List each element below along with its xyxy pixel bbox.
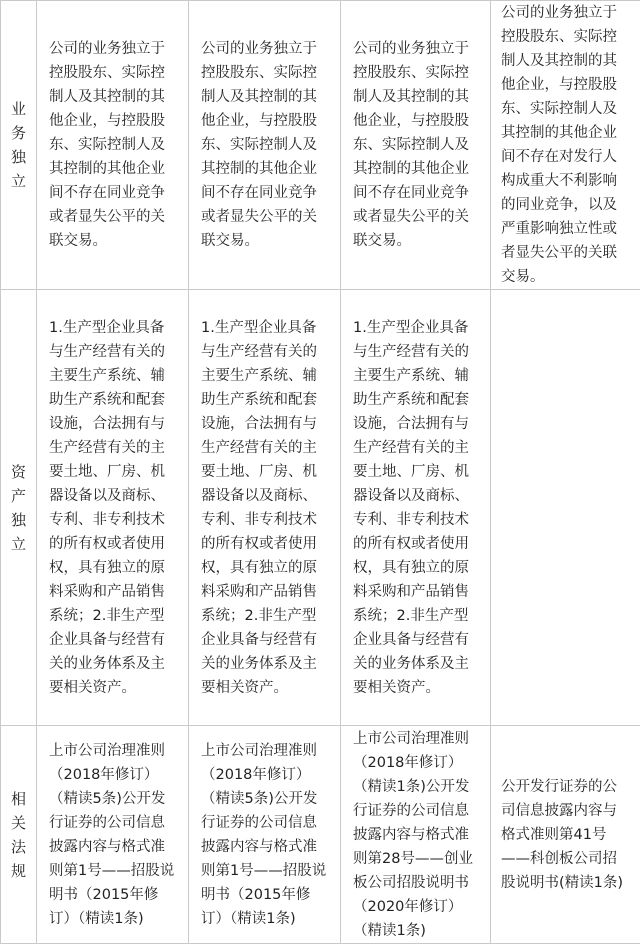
table-cell: 上市公司治理准则（2018年修订）（精读1条)公开发行证券的公司信息披露内容与格式准则第28号——创业板公司招股说明书（2020年修订）（精读1条) [341, 726, 491, 944]
table-cell: 公开发行证券的公司信息披露内容与格式准则第41号——科创板公司招股说明书(精读1条) [491, 726, 640, 944]
table-cell: 公司的业务独立于控股股东、实际控制人及其控制的其他企业，与控股股东、实际控制人及其控制的其他企业间不存在对发行人构成重大不利影响的同业竞争，以及严重影响独立性或者显失公平的关联交易。 [491, 1, 640, 290]
table-cell [491, 290, 640, 726]
table-row-business-independence [1, 1, 640, 290]
table-cell: 公司的业务独立于控股股东、实际控制人及其控制的其他企业，与控股股东、实际控制人及其控制的其他企业间不存在同业竞争或者显失公平的关联交易。 [37, 1, 189, 290]
table-row-asset-independence [1, 290, 640, 726]
table-cell: 1.生产型企业具备与生产经营有关的主要生产系统、辅助生产系统和配套设施，合法拥有与生产经营有关的主要土地、厂房、机器设备以及商标、专利、非专利技术的所有权或者使用权，具有独立的原料采购和产品销售系统；2.非生产型企业具备与经营有关的业务体系及主要相关资产。 [341, 290, 491, 726]
row-label: 资产独立 [1, 290, 37, 726]
table-cell: 公司的业务独立于控股股东、实际控制人及其控制的其他企业，与控股股东、实际控制人及其控制的其他企业间不存在同业竞争或者显失公平的关联交易。 [189, 1, 341, 290]
table-cell: 1.生产型企业具备与生产经营有关的主要生产系统、辅助生产系统和配套设施，合法拥有与生产经营有关的主要土地、厂房、机器设备以及商标、专利、非专利技术的所有权或者使用权，具有独立的原料采购和产品销售系统；2.非生产型企业具备与经营有关的业务体系及主要相关资产。 [189, 290, 341, 726]
table-cell: 1.生产型企业具备与生产经营有关的主要生产系统、辅助生产系统和配套设施，合法拥有与生产经营有关的主要土地、厂房、机器设备以及商标、专利、非专利技术的所有权或者使用权，具有独立的原料采购和产品销售系统；2.非生产型企业具备与经营有关的业务体系及主要相关资产。 [37, 290, 189, 726]
row-label: 业务独立 [1, 1, 37, 290]
table-cell: 上市公司治理准则（2018年修订）（精读5条)公开发行证券的公司信息披露内容与格式准则第1号——招股说明书（2015年修订）（精读1条) [189, 726, 341, 944]
row-label: 相关法规 [1, 726, 37, 944]
table-cell: 上市公司治理准则（2018年修订）（精读5条)公开发行证券的公司信息披露内容与格式准则第1号——招股说明书（2015年修订）（精读1条) [37, 726, 189, 944]
table-row-related-regulations [1, 726, 640, 944]
table-cell: 公司的业务独立于控股股东、实际控制人及其控制的其他企业，与控股股东、实际控制人及其控制的其他企业间不存在同业竞争或者显失公平的关联交易。 [341, 1, 491, 290]
